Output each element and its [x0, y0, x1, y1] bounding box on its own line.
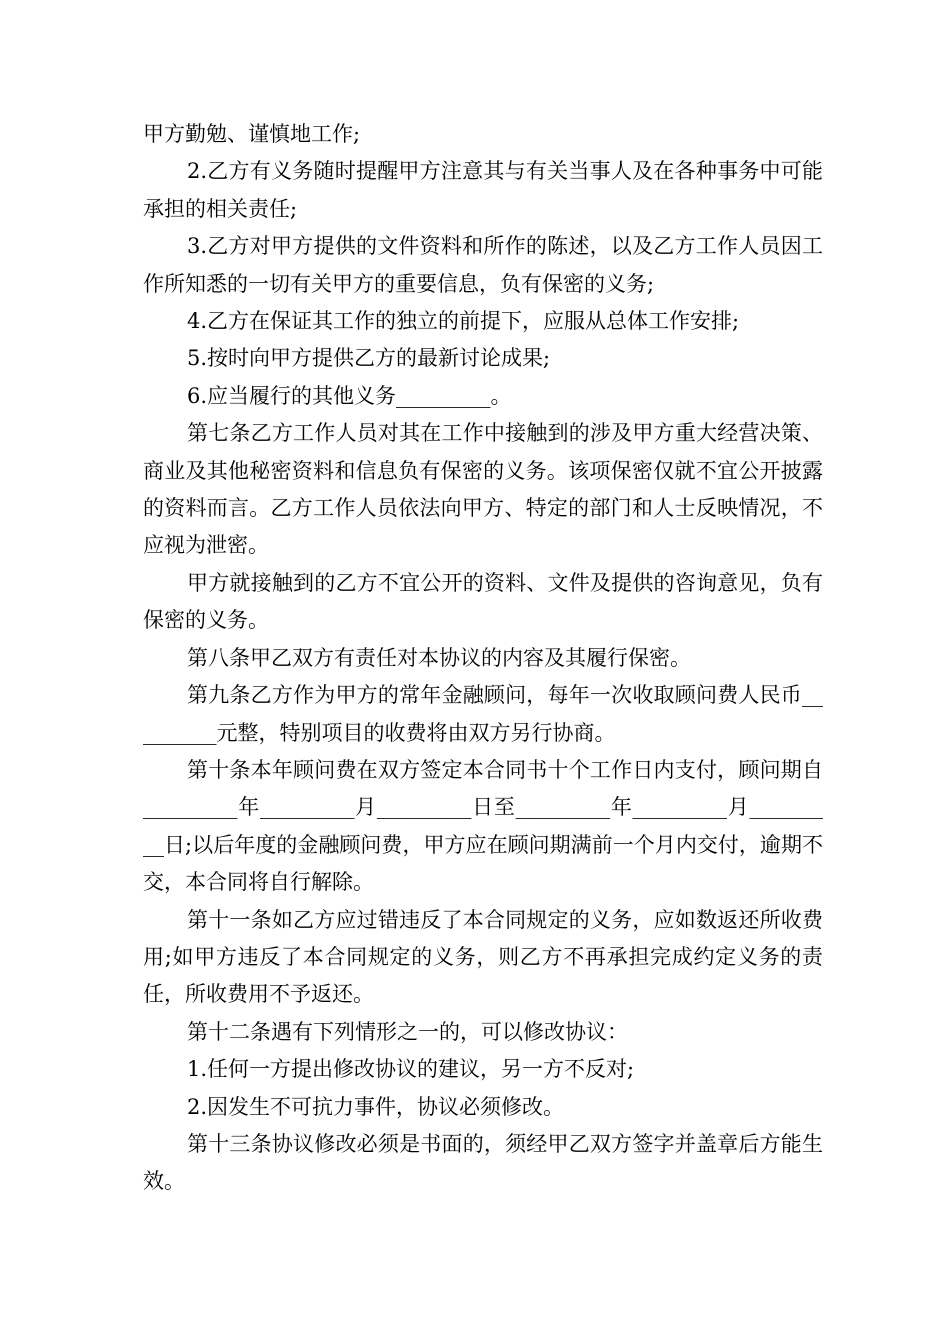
paragraph: 5.按时向甲方提供乙方的最新讨论成果; — [187, 346, 551, 371]
paragraph: 第七条乙方工作人员对其在工作中接触到的涉及甲方重大经营决策、商业及其他秘密资料和信息负有保密的义务。该项保密仅就不宜公开披露的资料而言。乙方工作人员依法向甲方、特定的部门和人士反映情况，不应视为泄密。 — [143, 421, 823, 558]
document-body — [143, 116, 823, 1201]
paragraph: 第十二条遇有下列情形之一的，可以修改协议： — [187, 1019, 628, 1044]
paragraph: 甲方就接触到的乙方不宜公开的资料、文件及提供的咨询意见，负有保密的义务。 — [143, 570, 823, 633]
paragraph: 1.任何一方提出修改协议的建议，另一方不反对; — [187, 1057, 635, 1082]
paragraph: 第八条甲乙双方有责任对本协议的内容及其履行保密。 — [187, 645, 691, 670]
paragraph: 2.乙方有义务随时提醒甲方注意其与有关当事人及在各种事务中可能承担的相关责任; — [143, 159, 823, 221]
paragraph: 第九条乙方作为甲方的常年金融顾问，每年一次收取顾问费人民币_________元整，特别项目的收费将由双方另行协商。 — [143, 683, 823, 745]
paragraph: 第十条本年顾问费在双方签定本合同书十个工作日内支付，顾问期自_________年_________月_________日至_________年_________月_________日;以后年度的金融顾问费，甲方应在顾问期满前一个月内交付，逾期不交，本合同将自行解除。 — [143, 757, 823, 895]
paragraph: 6.应当履行的其他义务_________。 — [187, 383, 512, 408]
paragraph: 3.乙方对甲方提供的文件资料和所作的陈述，以及乙方工作人员因工作所知悉的一切有关甲方的重要信息，负有保密的义务; — [143, 234, 823, 296]
paragraph: 2.因发生不可抗力事件，协议必须修改。 — [187, 1094, 565, 1119]
paragraph: 4.乙方在保证其工作的独立的前提下，应服从总体工作安排; — [187, 309, 740, 334]
paragraph: 甲方勤勉、谨慎地工作; — [143, 122, 361, 146]
paragraph: 第十一条如乙方应过错违反了本合同规定的义务，应如数返还所收费用;如甲方违反了本合同规定的义务，则乙方不再承担完成约定义务的责任，所收费用不予返还。 — [143, 907, 823, 1007]
paragraph: 第十三条协议修改必须是书面的，须经甲乙双方签字并盖章后方能生效。 — [143, 1131, 823, 1194]
